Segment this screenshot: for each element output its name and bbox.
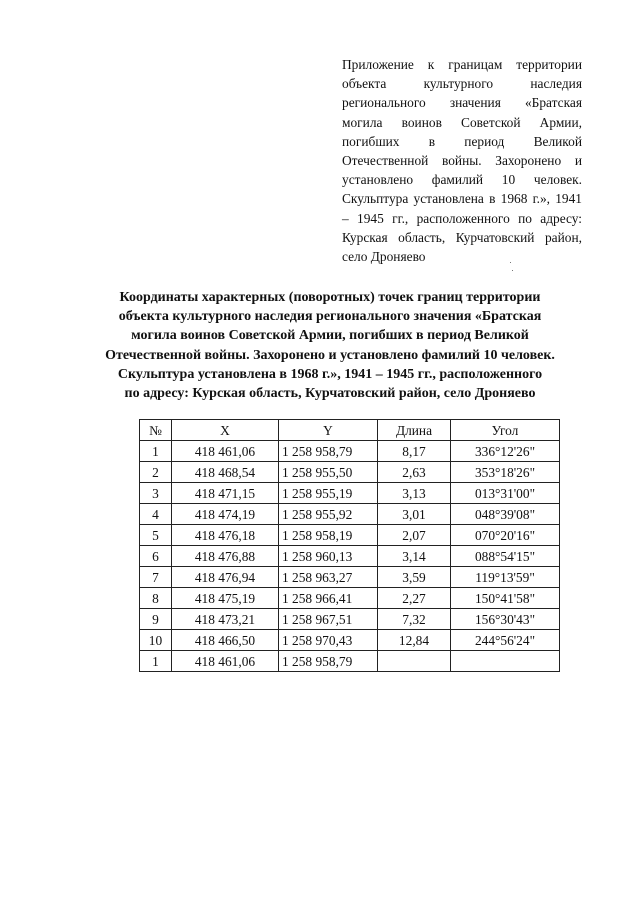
scan-speck [512, 270, 513, 271]
cell-x: 418 461,06 [172, 651, 279, 672]
cell-angle: 070°20'16" [451, 525, 560, 546]
cell-number: 9 [140, 609, 172, 630]
cell-number: 6 [140, 546, 172, 567]
header-length: Длина [378, 420, 451, 441]
cell-angle: 119°13'59" [451, 567, 560, 588]
cell-y: 1 258 970,43 [279, 630, 378, 651]
cell-length [378, 651, 451, 672]
cell-y: 1 258 960,13 [279, 546, 378, 567]
table-row [140, 546, 560, 567]
cell-y: 1 258 955,19 [279, 483, 378, 504]
table-row [140, 483, 560, 504]
cell-x: 418 461,06 [172, 441, 279, 462]
cell-length: 2,63 [378, 462, 451, 483]
cell-x: 418 466,50 [172, 630, 279, 651]
table-body [140, 441, 560, 672]
cell-x: 418 476,18 [172, 525, 279, 546]
cell-x: 418 474,19 [172, 504, 279, 525]
cell-length: 3,14 [378, 546, 451, 567]
header-x: X [172, 420, 279, 441]
cell-angle: 353°18'26" [451, 462, 560, 483]
cell-length: 12,84 [378, 630, 451, 651]
cell-length: 3,01 [378, 504, 451, 525]
table-row [140, 441, 560, 462]
cell-length: 2,07 [378, 525, 451, 546]
cell-angle: 156°30'43" [451, 609, 560, 630]
cell-length: 3,13 [378, 483, 451, 504]
cell-x: 418 476,94 [172, 567, 279, 588]
cell-number: 4 [140, 504, 172, 525]
cell-y: 1 258 958,19 [279, 525, 378, 546]
cell-x: 418 468,54 [172, 462, 279, 483]
cell-y: 1 258 958,79 [279, 441, 378, 462]
cell-angle [451, 651, 560, 672]
cell-length: 7,32 [378, 609, 451, 630]
cell-x: 418 471,15 [172, 483, 279, 504]
cell-number: 10 [140, 630, 172, 651]
header-number: № [140, 420, 172, 441]
document-heading: Координаты характерных (поворотных) точек границ территории объекта культурного наследия регионального значения «Братская могила воинов Советской Армии, погибших в период Великой Отечественной войны. Захоронено и установлено фамилий 10 человек. Скульптура установлена в 1968 г.», 1941 – 1945 гг., расположенного по адресу: Курская область, Курчатовский район, село Дроняево [105, 290, 555, 402]
cell-angle: 088°54'15" [451, 546, 560, 567]
appendix-note: Приложение к границам территории объекта культурного наследия регионального значения «Братская могила воинов Советской Армии, погибших в период Великой Отечественной войны. Захоронено и установлено фамилий 10 человек. Скульптура установлена в 1968 г.», 1941 – 1945 гг., расположенного по адресу: Курская область, Курчатовский район, село Дроняево [342, 57, 582, 265]
cell-y: 1 258 955,50 [279, 462, 378, 483]
table-row [140, 588, 560, 609]
table-header-row [140, 420, 560, 441]
cell-number: 3 [140, 483, 172, 504]
cell-y: 1 258 967,51 [279, 609, 378, 630]
header-y: Y [279, 420, 378, 441]
cell-number: 5 [140, 525, 172, 546]
table-row [140, 651, 560, 672]
cell-length: 3,59 [378, 567, 451, 588]
cell-length: 2,27 [378, 588, 451, 609]
cell-angle: 048°39'08" [451, 504, 560, 525]
cell-y: 1 258 963,27 [279, 567, 378, 588]
table-row [140, 462, 560, 483]
cell-angle: 013°31'00" [451, 483, 560, 504]
cell-number: 8 [140, 588, 172, 609]
cell-x: 418 475,19 [172, 588, 279, 609]
cell-angle: 336°12'26" [451, 441, 560, 462]
table-row [140, 630, 560, 651]
cell-number: 7 [140, 567, 172, 588]
table-row [140, 525, 560, 546]
scan-speck [510, 262, 511, 263]
table-row [140, 567, 560, 588]
cell-number: 1 [140, 441, 172, 462]
cell-number: 1 [140, 651, 172, 672]
cell-x: 418 476,88 [172, 546, 279, 567]
table-row [140, 504, 560, 525]
cell-y: 1 258 966,41 [279, 588, 378, 609]
cell-angle: 244°56'24" [451, 630, 560, 651]
header-angle: Угол [451, 420, 560, 441]
cell-x: 418 473,21 [172, 609, 279, 630]
cell-number: 2 [140, 462, 172, 483]
cell-length: 8,17 [378, 441, 451, 462]
table-row [140, 609, 560, 630]
cell-y: 1 258 958,79 [279, 651, 378, 672]
cell-angle: 150°41'58" [451, 588, 560, 609]
cell-y: 1 258 955,92 [279, 504, 378, 525]
coordinates-table [139, 419, 560, 672]
